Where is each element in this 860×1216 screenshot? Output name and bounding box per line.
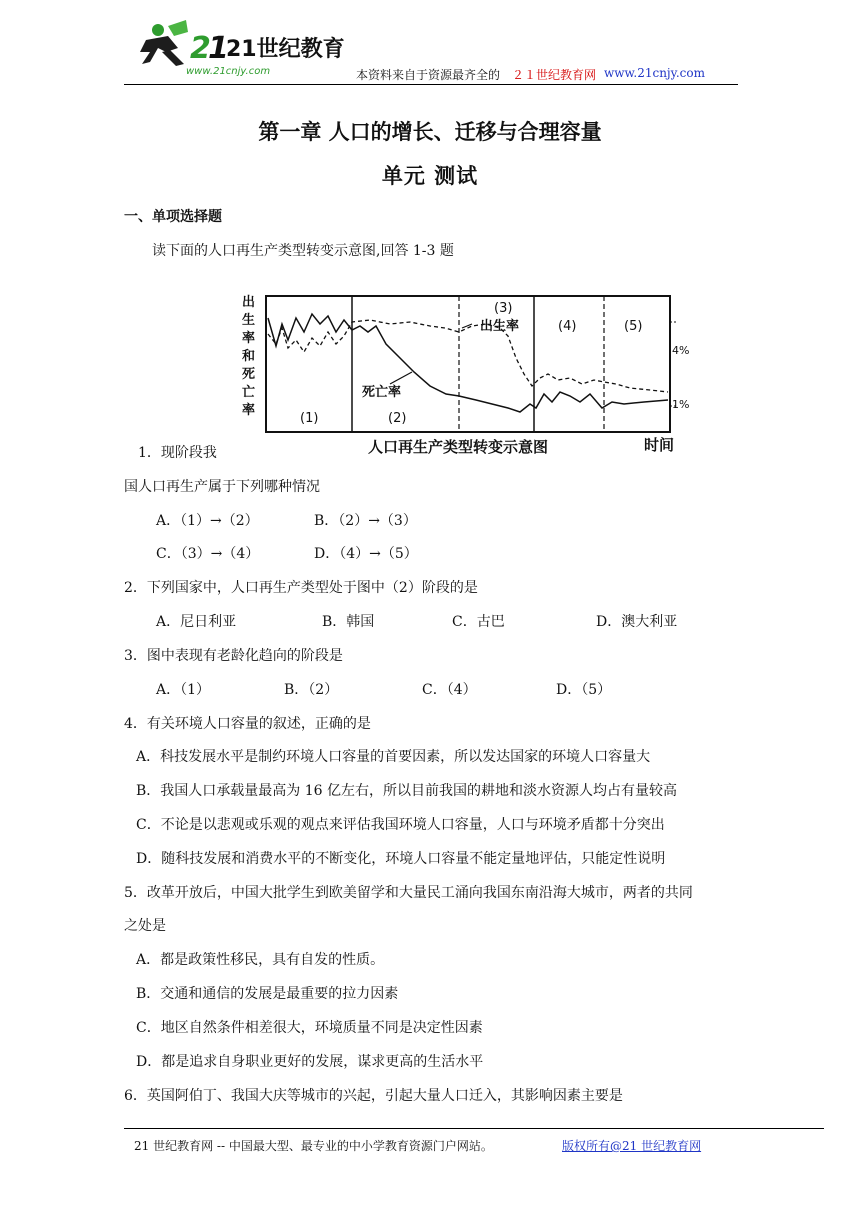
stage-label-5: (5): [624, 319, 643, 334]
q1-option-d: D．（4）→（5）: [314, 546, 418, 562]
stage-label-4: (4): [558, 319, 577, 334]
header-source-prefix: 本资料来自于资源最齐全的: [356, 68, 501, 82]
footer-copyright-link[interactable]: 版权所有@21 世纪教育网: [562, 1139, 702, 1153]
q4-stem: 4．有关环境人口容量的叙述，正确的是: [124, 716, 371, 732]
q5-option-c: C．地区自然条件相差很大，环境质量不同是决定性因素: [136, 1020, 483, 1036]
page-title: 第一章 人口的增长、迁移与合理容量: [258, 120, 602, 144]
figure-caption: 人口再生产类型转变示意图: [368, 438, 549, 456]
stage-label-2: (2): [388, 411, 407, 426]
q3-stem: 3．图中表现有老龄化趋向的阶段是: [124, 648, 343, 664]
logo-url: www.21cnjy.com: [186, 66, 271, 77]
ylabel-char: 出: [242, 295, 256, 310]
q2-option-a: A．尼日利亚: [156, 614, 237, 630]
footer-rule: [124, 1128, 824, 1129]
tick-label-1pct: 1%: [672, 398, 690, 411]
q5-option-d: D．都是追求自身职业更好的发展，谋求更高的生活水平: [136, 1054, 484, 1070]
ylabel-char: 率: [242, 331, 256, 346]
runner-icon: [140, 20, 188, 66]
q2-stem: 2．下列国家中，人口再生产类型处于图中（2）阶段的是: [124, 580, 478, 596]
q3-option-a: A．（1）: [156, 682, 211, 698]
q5-option-a: A．都是政策性移民，具有自发的性质。: [136, 952, 385, 968]
ylabel-char: 死: [242, 367, 256, 382]
page-subtitle: 单元 测试: [381, 164, 479, 188]
ylabel-char: 和: [242, 349, 256, 364]
q5-stem-part2: 之处是: [124, 918, 166, 934]
q1-option-c: C．（3）→（4）: [156, 546, 260, 562]
q3-option-d: D．（5）: [556, 682, 612, 698]
figure-xlabel: 时间: [644, 436, 675, 454]
q2-option-b: B．韩国: [322, 614, 375, 630]
q5-stem-part1: 5．改革开放后，中国大批学生到欧美留学和大量民工涌向我国东南沿海大城市，两者的共同: [124, 885, 693, 901]
site-logo: [128, 18, 348, 80]
q1-stem-part1: 1．现阶段我: [138, 445, 217, 461]
q4-option-b: B．我国人口承载量最高为 16 亿左右，所以目前我国的耕地和淡水资源人均占有量较高: [136, 783, 678, 799]
birth-rate-label: 出生率: [480, 319, 520, 334]
q4-option-c: C．不论是以悲观或乐观的观点来评估我国环境人口容量，人口与环境矛盾都十分突出: [136, 817, 665, 833]
death-rate-label: 死亡率: [362, 385, 402, 400]
q5-option-b: B．交通和通信的发展是最重要的拉力因素: [136, 986, 399, 1002]
ylabel-char: 生: [242, 313, 256, 328]
intro-text: 读下面的人口再生产类型转变示意图,回答 1-3 题: [152, 243, 454, 259]
q2-option-c: C．古巴: [452, 614, 505, 630]
svg-text:1: 1: [208, 31, 229, 66]
q3-option-c: C．（4）: [422, 682, 477, 698]
stage-label-1: (1): [300, 411, 319, 426]
q1-stem-part2: 国人口再生产属于下列哪种情况: [124, 479, 320, 495]
q3-option-b: B．（2）: [284, 682, 339, 698]
stage-label-3: (3): [494, 301, 513, 316]
q1-option-a: A．（1）→（2）: [156, 513, 259, 529]
tick-label-4pct: 4%: [672, 344, 690, 357]
population-transition-figure: [240, 282, 690, 460]
logo-text: 21世纪教育: [226, 37, 345, 62]
birth-rate-line: [268, 320, 668, 392]
footer-tagline: 21 世纪教育网 -- 中国最大型、最专业的中小学教育资源门户网站。: [134, 1139, 493, 1153]
q1-option-b: B．（2）→（3）: [314, 513, 417, 529]
ylabel-char: 亡: [242, 385, 256, 400]
ylabel-char: 率: [242, 403, 256, 418]
header-source-site: ２１世纪教育网: [512, 68, 597, 82]
header-source-url[interactable]: www.21cnjy.com: [604, 66, 705, 80]
q4-option-a: A．科技发展水平是制约环境人口容量的首要因素，所以发达国家的环境人口容量大: [136, 749, 651, 765]
q4-option-d: D．随科技发展和消费水平的不断变化，环境人口容量不能定量地评估，只能定性说明: [136, 851, 666, 867]
svg-text:2: 2: [190, 31, 211, 66]
header-rule: [124, 84, 738, 85]
death-rate-line: [268, 314, 668, 412]
q2-option-d: D．澳大利亚: [596, 614, 678, 630]
q6-stem: 6．英国阿伯丁、我国大庆等城市的兴起，引起大量人口迁入，其影响因素主要是: [124, 1088, 623, 1104]
section-heading: 一、单项选择题: [124, 209, 222, 225]
